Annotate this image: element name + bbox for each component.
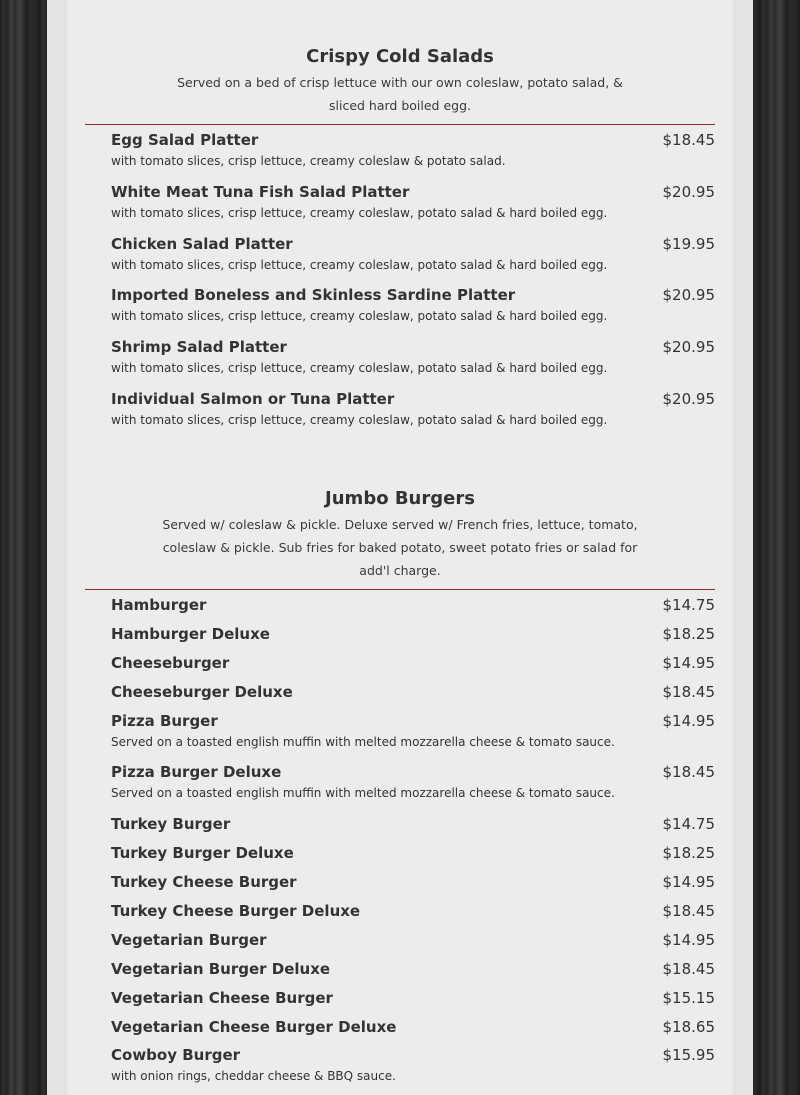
menu-item-name: Hamburger: [111, 596, 207, 614]
menu-item-name: Hamburger Deluxe: [111, 624, 270, 643]
menu-item-name: Egg Salad Platter: [111, 131, 259, 149]
menu-item-price: $14.95: [662, 930, 715, 949]
menu-panel: [47, 0, 753, 1095]
menu-item-name: Vegetarian Burger: [111, 930, 267, 949]
menu-item-price: $14.95: [662, 711, 715, 730]
menu-item-description: with tomato slices, crisp lettuce, creamy coleslaw, potato salad & hard boiled egg.: [111, 257, 608, 272]
menu-item-name: Individual Salmon or Tuna Platter: [111, 390, 395, 408]
menu-item-price: $20.95: [662, 390, 715, 408]
menu-item-name: Turkey Cheese Burger: [111, 873, 297, 891]
menu-item-name: Vegetarian Burger Deluxe: [111, 959, 331, 978]
salads-section-title: Crispy Cold Salads: [306, 46, 494, 67]
menu-item-price: $19.95: [662, 234, 715, 253]
menu-item-name: Turkey Burger Deluxe: [111, 844, 294, 863]
burgers-divider: [85, 589, 715, 590]
menu-item-description: Served on a toasted english muffin with melted mozzarella cheese & tomato sauce.: [111, 734, 615, 749]
menu-item-description: with tomato slices, crisp lettuce, creamy coleslaw & potato salad.: [111, 154, 506, 168]
menu-item-name: Turkey Burger: [111, 815, 231, 834]
menu-item-price: $15.15: [662, 988, 715, 1007]
wood-background-left: [8, 0, 28, 1095]
menu-item-price: $14.95: [662, 873, 715, 891]
menu-item-price: $18.45: [662, 901, 715, 920]
menu-item-name: Cowboy Burger: [111, 1046, 241, 1065]
menu-item-price: $15.95: [662, 1046, 715, 1065]
menu-page: [67, 0, 733, 1095]
burgers-section-title: Jumbo Burgers: [325, 488, 475, 509]
menu-item-name: Imported Boneless and Skinless Sardine Platter: [111, 286, 516, 305]
menu-item-name: Turkey Cheese Burger Deluxe: [111, 901, 361, 920]
menu-item-name: Shrimp Salad Platter: [111, 338, 287, 357]
menu-item-price: $18.45: [662, 959, 715, 978]
menu-item-price: $18.45: [662, 763, 715, 782]
menu-item-name: Cheeseburger: [111, 653, 230, 672]
menu-item-description: with tomato slices, crisp lettuce, creamy coleslaw, potato salad & hard boiled egg.: [111, 361, 608, 376]
menu-item-price: $20.95: [662, 286, 715, 305]
menu-item-name: Cheeseburger Deluxe: [111, 682, 293, 701]
menu-item-name: White Meat Tuna Fish Salad Platter: [111, 182, 410, 201]
menu-item-price: $14.75: [662, 596, 715, 614]
menu-item-price: $20.95: [662, 182, 715, 201]
menu-item-description: Served on a toasted english muffin with melted mozzarella cheese & tomato sauce.: [111, 786, 615, 801]
menu-item-price: $18.45: [662, 131, 715, 149]
menu-item-name: Pizza Burger Deluxe: [111, 763, 282, 782]
menu-item-description: with tomato slices, crisp lettuce, creamy coleslaw, potato salad & hard boiled egg.: [111, 413, 608, 427]
menu-item-description: with tomato slices, crisp lettuce, creamy coleslaw, potato salad & hard boiled egg.: [111, 205, 608, 220]
salads-divider: [85, 124, 715, 125]
menu-item-price: $18.45: [662, 682, 715, 701]
salads-section-description: Served on a bed of crisp lettuce with our own coleslaw, potato salad, & sliced hard boiled egg.: [177, 75, 623, 113]
menu-item-description: with onion rings, cheddar cheese & BBQ sauce.: [111, 1069, 396, 1084]
menu-item-price: $18.65: [662, 1017, 715, 1036]
menu-item-name: Vegetarian Cheese Burger Deluxe: [111, 1017, 397, 1036]
menu-item-price: $18.25: [662, 844, 715, 863]
menu-item-name: Vegetarian Cheese Burger: [111, 988, 333, 1007]
menu-item-price: $14.75: [662, 815, 715, 834]
menu-item-description: with tomato slices, crisp lettuce, creamy coleslaw, potato salad & hard boiled egg.: [111, 309, 608, 324]
menu-item-price: $18.25: [662, 624, 715, 643]
menu-item-name: Pizza Burger: [111, 711, 218, 730]
menu-item-name: Chicken Salad Platter: [111, 234, 293, 253]
burgers-section-description: Served w/ coleslaw & pickle. Deluxe served w/ French fries, lettuce, tomato, coleslaw & pickle. Sub fries for baked potato, sweet potato fries or salad for add'l charge.: [162, 517, 638, 578]
menu-item-price: $14.95: [662, 653, 715, 672]
menu-item-price: $20.95: [662, 338, 715, 357]
wood-background-right: [770, 0, 788, 1095]
